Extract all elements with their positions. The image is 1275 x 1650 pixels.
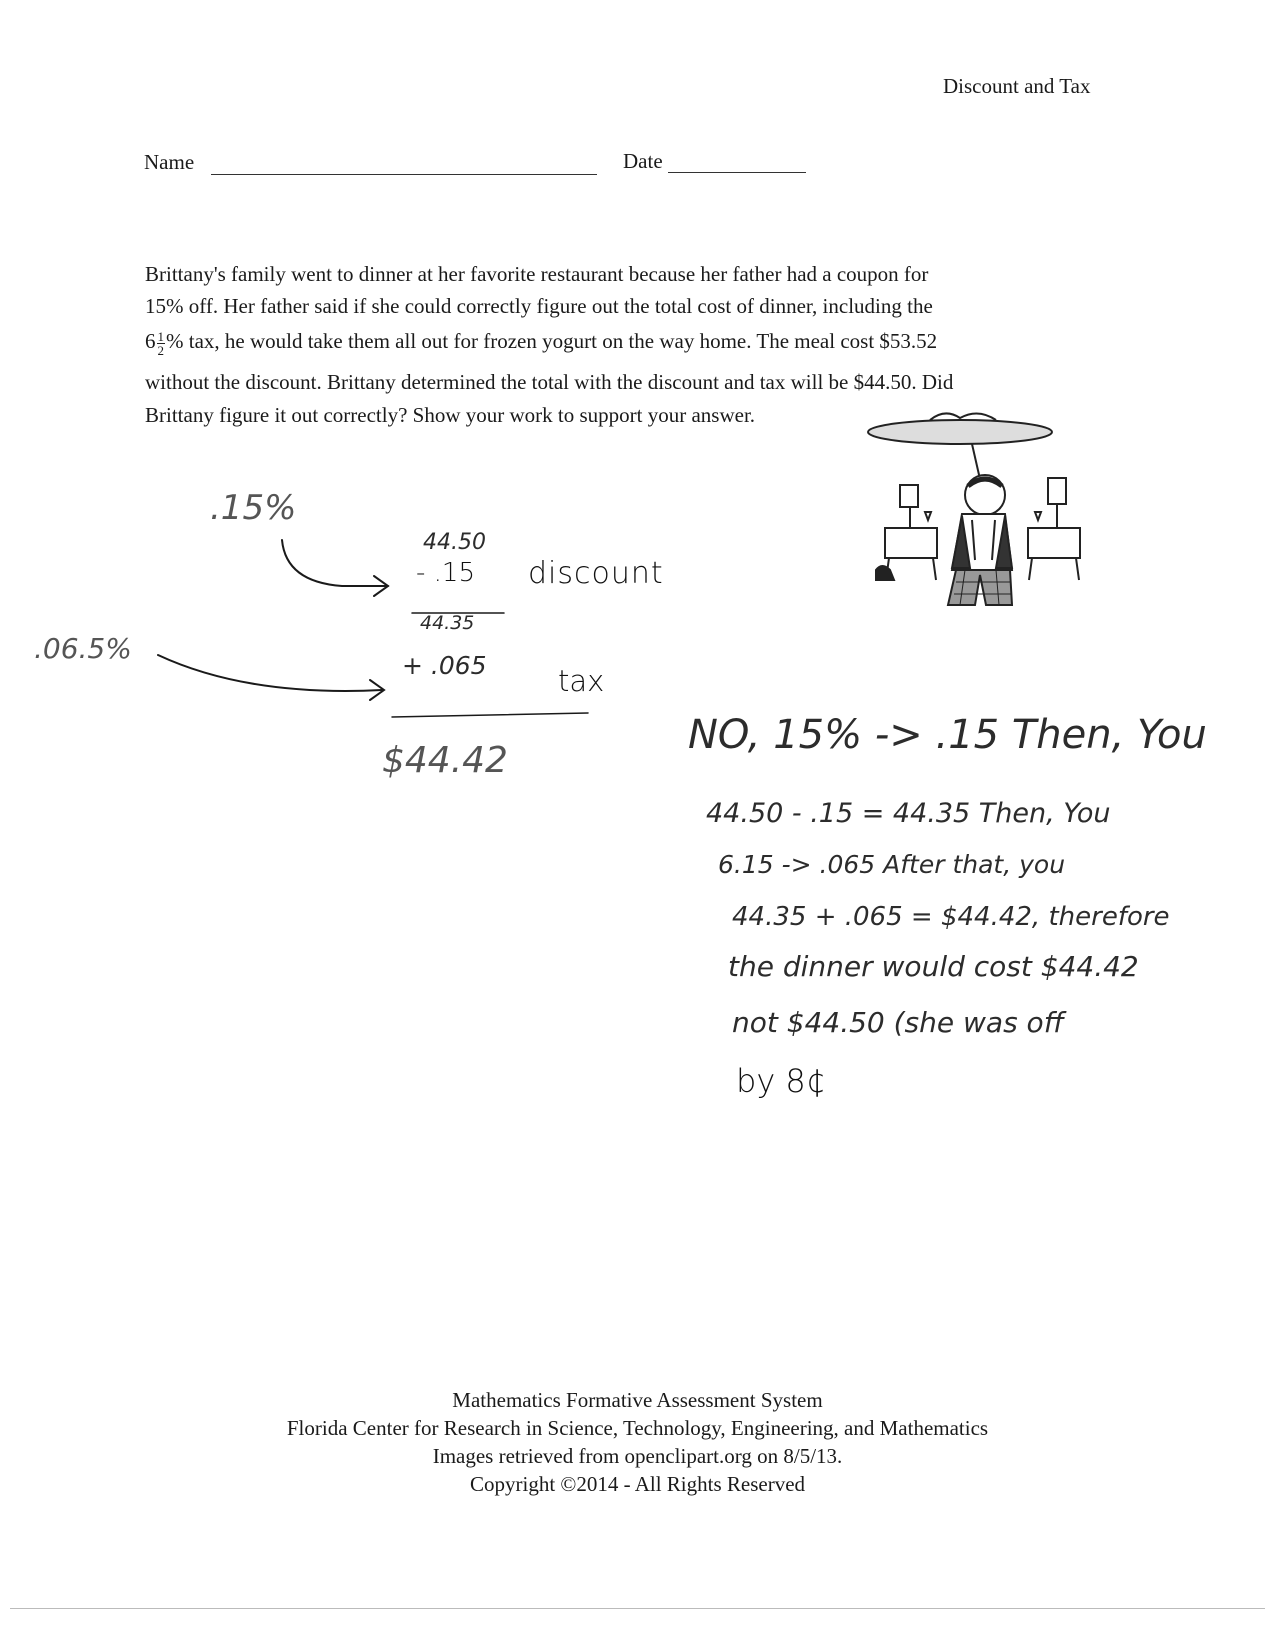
footer-line-2: Florida Center for Research in Science, Technology, Engineering, and Mathematics (286, 1416, 989, 1440)
mixed-number-whole: 6 (145, 329, 156, 353)
name-label: Name (144, 150, 195, 174)
worksheet-title: Discount and Tax (943, 74, 1091, 98)
scan-edge (10, 1608, 1265, 1609)
handwritten-discount-label: discount (528, 556, 664, 591)
handwritten-calc-result: $44.42 (382, 740, 508, 781)
answer-line-5: the dinner would cost $44.42 (728, 950, 1139, 983)
footer-line-1: Mathematics Formative Assessment System (452, 1388, 823, 1412)
problem-line-1: Brittany's family went to dinner at her favorite restaurant because her father had a coupon for (145, 262, 929, 286)
answer-line-7: by 8¢ (736, 1062, 827, 1100)
footer-line-3: Images retrieved from openclipart.org on 8/5/13. (432, 1444, 843, 1468)
handwritten-calc-top: 44.50 (423, 530, 486, 555)
problem-line-3-text: % tax, he would take them all out for frozen yogurt on the way home. The meal cost $53.52 (166, 329, 938, 353)
handwritten-calc-minus: - .15 (416, 558, 475, 588)
answer-line-2: 44.50 - .15 = 44.35 Then, You (706, 798, 1111, 829)
fraction (157, 330, 166, 357)
fraction-denominator: 2 (157, 342, 164, 358)
answer-line-1: NO, 15% -> .15 Then, You (688, 712, 1207, 758)
handwritten-calc-plus: + .065 (402, 651, 487, 680)
answer-line-6: not $44.50 (she was off (732, 1006, 1064, 1039)
date-field[interactable] (668, 172, 806, 173)
handwritten-tax-label: tax (558, 664, 605, 698)
handwritten-calc-sub: 44.35 (420, 612, 475, 634)
handwritten-tax-percent: .06.5% (34, 632, 132, 665)
handwritten-discount-percent: .15% (210, 488, 297, 528)
footer-copyright: Copyright ©2014 - All Rights Reserved (469, 1472, 806, 1496)
problem-line-2: 15% off. Her father said if she could correctly figure out the total cost of dinner, including the (145, 294, 933, 318)
problem-line-5: Brittany figure it out correctly? Show your work to support your answer. (145, 403, 756, 427)
fraction-numerator: 1 (157, 328, 164, 344)
date-label: Date (623, 149, 663, 173)
name-field[interactable] (211, 174, 597, 175)
problem-line-4: without the discount. Brittany determined the total with the discount and tax will be $44.50. Did (145, 370, 954, 394)
answer-line-3: 6.15 -> .065 After that, you (718, 850, 1066, 879)
answer-line-4: 44.35 + .065 = $44.42, therefore (732, 902, 1170, 932)
problem-line-3 (145, 329, 1130, 357)
